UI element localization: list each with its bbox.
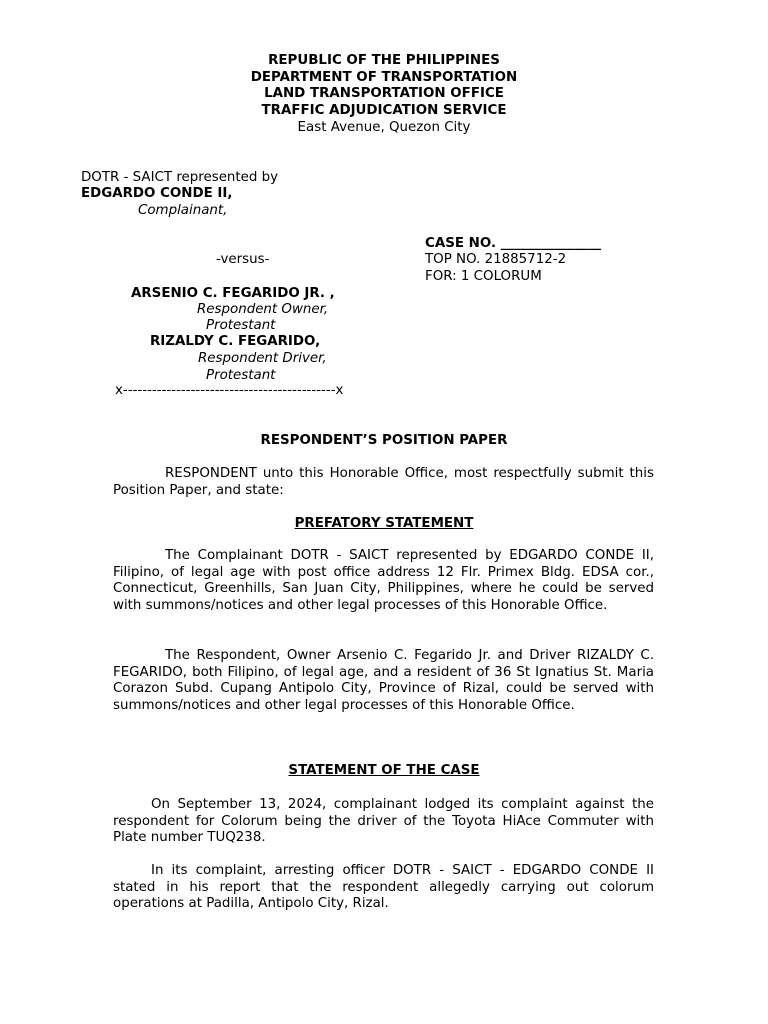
intro-paragraph xyxy=(113,466,654,499)
complainant-name: EDGARDO CONDE II, xyxy=(81,186,233,201)
case-paragraph-1-text: On September 13, 2024, complainant lodged its complaint against the respondent for Colorum being the driver of the Toyota HiAce Commuter with Plate number TUQ238. xyxy=(113,797,654,846)
respondent-driver-status: Protestant xyxy=(206,368,276,383)
header-department: DEPARTMENT OF TRANSPORTATION xyxy=(250,70,518,85)
intro-paragraph-text: RESPONDENT unto this Honorable Office, most respectfully submit this Position Paper, and state: xyxy=(113,466,654,498)
prefatory-paragraph-2-text: The Respondent, Owner Arsenio C. Fegarido Jr. and Driver RIZALDY C. FEGARIDO, both Filipino, of legal age, and a resident of 36 St Ignatius St. Maria Corazon Subd. Cupang Antipolo City, Province of Rizal, could be served with summons/notices and other legal processes of this Honorable Office. xyxy=(113,648,654,713)
case-paragraph-2-text: In its complaint, arresting officer DOTR - SAICT - EDGARDO CONDE II stated in his report that the respondent allegedly carrying out colorum operations at Padilla, Antipolo City, Rizal. xyxy=(113,863,654,912)
complainant-role: Complainant, xyxy=(138,203,228,218)
respondent-owner-status: Protestant xyxy=(206,318,276,333)
versus-label: -versus- xyxy=(216,252,270,267)
header-address: East Avenue, Quezon City xyxy=(297,120,471,135)
case-paragraph-2 xyxy=(113,863,654,913)
respondent-owner-name: ARSENIO C. FEGARIDO JR. , xyxy=(131,286,335,301)
respondent-driver-role: Respondent Driver, xyxy=(198,351,327,366)
prefatory-paragraph-1 xyxy=(113,548,654,614)
section-heading-prefatory: PREFATORY STATEMENT xyxy=(294,516,474,531)
case-paragraph-1 xyxy=(113,797,654,847)
section-heading-case: STATEMENT OF THE CASE xyxy=(288,763,480,778)
prefatory-paragraph-2 xyxy=(113,648,654,714)
case-offense: FOR: 1 COLORUM xyxy=(425,269,542,284)
header-service: TRAFFIC ADJUDICATION SERVICE xyxy=(261,103,507,118)
complainant-intro: DOTR - SAICT represented by xyxy=(81,170,279,185)
caption-separator: x--------------------------------------------x xyxy=(115,383,344,398)
prefatory-paragraph-1-text: The Complainant DOTR - SAICT represented by EDGARDO CONDE II, Filipino, of legal age with post office address 12 Flr. Primex Bldg. EDSA cor., Connecticut, Greenhills, San Juan City, Philippines, where he could be served with summons/notices and other legal processes of this Honorable Office. xyxy=(113,548,654,613)
header-republic: REPUBLIC OF THE PHILIPPINES xyxy=(268,53,500,68)
header-office: LAND TRANSPORTATION OFFICE xyxy=(264,86,504,101)
document-title: RESPONDENT’S POSITION PAPER xyxy=(260,433,508,448)
case-number: CASE NO. _______________ xyxy=(425,236,602,251)
respondent-driver-name: RIZALDY C. FEGARIDO, xyxy=(150,334,321,349)
respondent-owner-role: Respondent Owner, xyxy=(197,302,329,317)
top-number: TOP NO. 21885712-2 xyxy=(425,252,567,267)
